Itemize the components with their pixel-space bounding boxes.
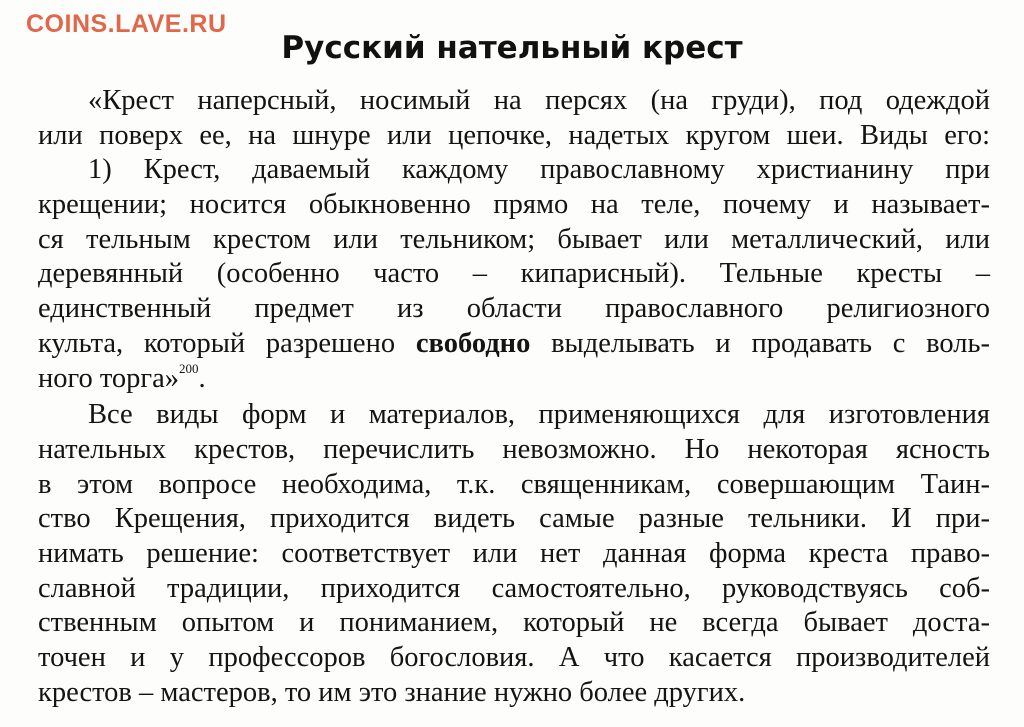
text-line: 1) Крест, даваемый каждому православному христианину при [88, 154, 990, 186]
text-fragment: ного торга» [38, 362, 180, 394]
text-line: или поверх ее, на шнуре или цепочке, надетых кругом шеи. Виды его: [38, 119, 990, 151]
text-line: Все виды форм и материалов, применяющихся для изготовления [88, 399, 990, 431]
text-line: ся тельным крестом или тельником; бывает или металлический, или [38, 223, 990, 255]
text-line: крещении; носится обыкновенно прямо на теле, почему и называет- [38, 189, 990, 221]
paragraph-quote [38, 84, 990, 396]
text-line: нимать решение: соответствует или нет данная форма креста право- [38, 537, 990, 569]
text-line: нательных крестов, перечислить невозможно. Но некоторая ясность [38, 433, 990, 465]
text-line: единственный предмет из области православного религиозного [38, 293, 990, 325]
text-line [38, 362, 990, 397]
paragraph-main [38, 398, 990, 710]
footnote-marker: 200 [179, 360, 199, 376]
text-line: «Крест наперсный, носимый на персях (на груди), под одеждой [88, 85, 990, 116]
text-line: крестов – мастеров, то им это знание нужно более других. [38, 676, 746, 708]
text-line: ственным опытом и пониманием, который не всегда бывает доста- [38, 607, 990, 639]
article-body [38, 84, 990, 710]
text-fragment: . [198, 362, 206, 394]
page-title: Русский нательный крест [281, 30, 743, 66]
text-line [38, 327, 990, 362]
text-line: точен и у профессоров богословия. А что касается производителей [38, 642, 990, 673]
text-line: славной традиции, приходится самостоятельно, руководствуясь соб- [38, 572, 990, 604]
site-watermark: COINS.LAVE.RU [26, 10, 227, 38]
emphasized-word: свободно [415, 327, 531, 359]
text-line: деревянный (особенно часто – кипарисный). Тельные кресты – [38, 258, 990, 290]
text-line: в этом вопросе необходима, т.к. священникам, совершающим Таин- [38, 468, 990, 500]
text-fragment: культа, который разрешено [38, 327, 416, 359]
text-line: ство Крещения, приходится видеть самые разные тельники. И при- [38, 503, 990, 535]
text-fragment: выделывать и продавать с воль- [530, 327, 990, 359]
